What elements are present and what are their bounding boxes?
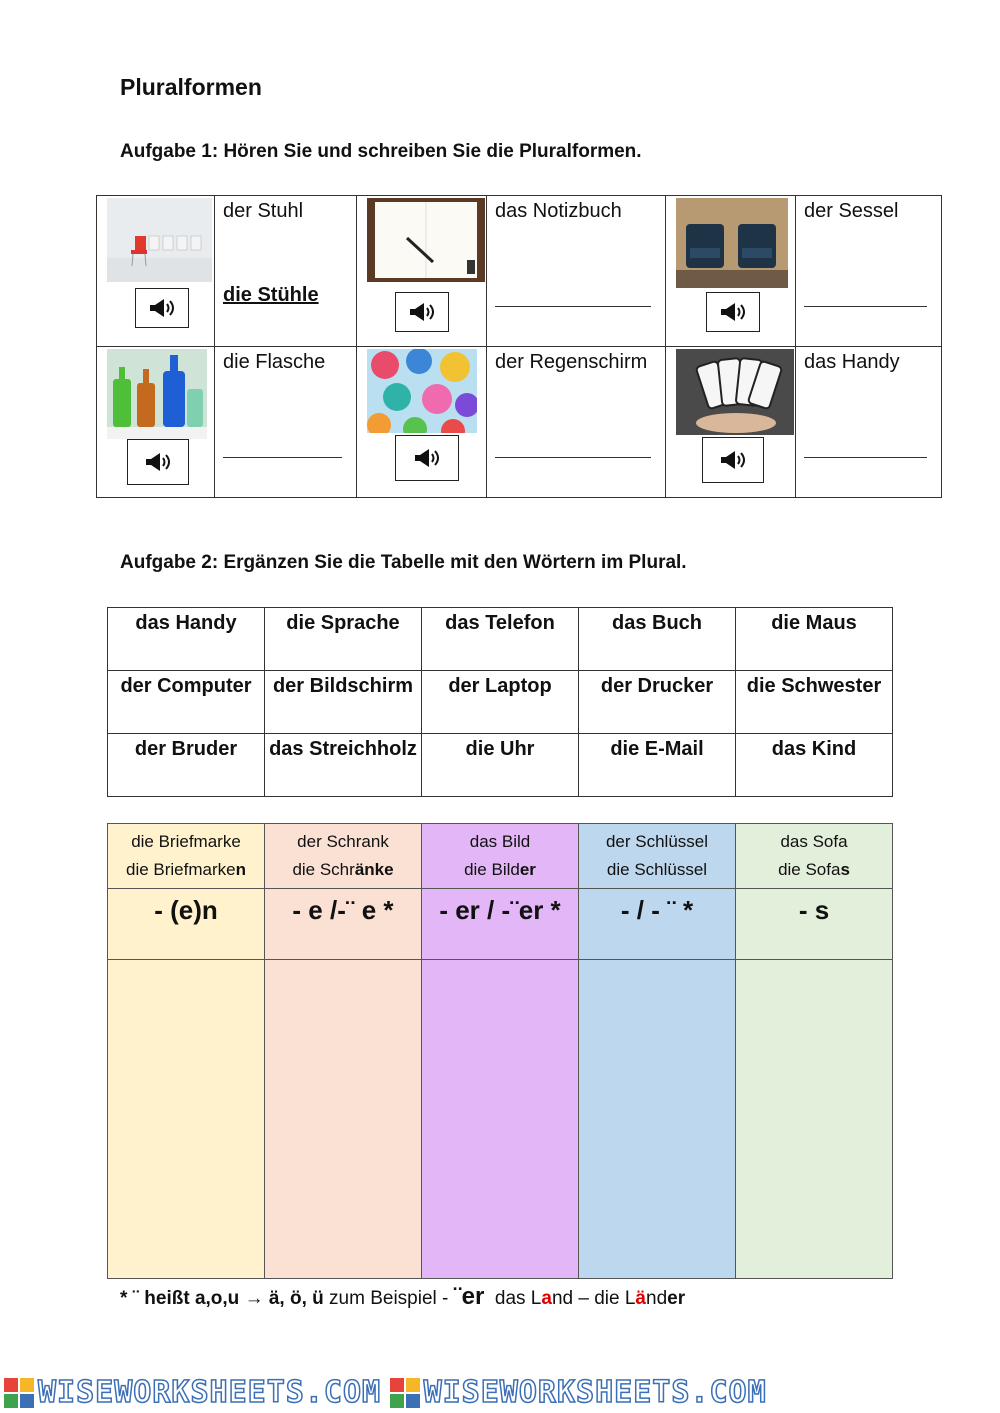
image-cell-sessel [666,196,796,347]
singular-word: die Flasche [223,351,326,373]
word-bank-cell[interactable]: der Computer [108,671,265,734]
example-plural: die Sofas [778,860,850,879]
word-cell-flasche [215,347,357,498]
audio-button-stuhl[interactable] [135,288,189,328]
image-cell-regenschirm [357,347,487,498]
audio-button-regenschirm[interactable] [395,435,459,481]
answer-line[interactable] [495,457,651,458]
plural-answer[interactable]: die Stühle [223,284,319,306]
example-cell-en [108,824,265,889]
example-cell-er [422,824,579,889]
audio-button-handy[interactable] [702,437,764,483]
drop-zone-none[interactable] [579,960,736,1279]
example-singular: das Sofa [780,832,848,851]
audio-button-sessel[interactable] [706,292,760,332]
word-bank-cell[interactable]: die Maus [736,608,893,671]
suffix-header: - er / -¨er * [422,889,579,960]
word-bank-cell[interactable]: die Schwester [736,671,893,734]
image-cell-flasche [97,347,215,498]
notebook-photo [367,198,485,282]
word-cell-regenschirm [487,347,666,498]
bottles-photo [107,349,207,439]
suffix-header: - e /-¨ e * [265,889,422,960]
note-example: das Land – die Länder [494,1288,686,1309]
example-plural: die Schlüssel [606,860,708,879]
task-2-heading: Aufgabe 2: Ergänzen Sie die Tabelle mit den Wörtern im Plural. [120,552,687,573]
word-bank-cell[interactable]: der Laptop [422,671,579,734]
plural-sorting-table [107,823,893,1279]
wiseworksheets-logo: WISEWORKSHEETS.COM [4,1375,381,1410]
example-cell-e [265,824,422,889]
word-bank-cell[interactable]: das Handy [108,608,265,671]
example-plural: die Briefmarken [126,860,246,879]
note-vowels: heißt a,o,u [144,1288,240,1309]
speaker-icon [407,300,437,324]
word-bank-cell[interactable]: der Bildschirm [265,671,422,734]
umbrellas-photo [367,349,477,433]
suffix-header: - / - ¨ * [579,889,736,960]
word-bank-cell[interactable]: die E-Mail [579,734,736,797]
singular-word: das Handy [804,351,900,373]
example-singular: die Briefmarke [131,832,241,851]
exercise-1-table [96,195,942,498]
word-cell-stuhl [215,196,357,347]
speaker-icon [143,450,173,474]
word-bank-cell[interactable]: das Telefon [422,608,579,671]
speaker-icon [718,448,748,472]
drop-zone-s[interactable] [736,960,893,1279]
chairs-photo [107,198,212,282]
word-bank-cell[interactable]: der Drucker [579,671,736,734]
drop-zone-er[interactable] [422,960,579,1279]
word-bank-cell[interactable]: das Kind [736,734,893,797]
singular-word: der Stuhl [223,200,304,222]
speaker-icon [718,300,748,324]
speaker-icon [412,446,442,470]
example-singular: der Schlüssel [605,832,709,851]
logo-blocks-icon [4,1378,34,1408]
logo-blocks-icon [390,1378,420,1408]
word-bank-table [107,607,893,797]
arrow-icon: → [244,1288,264,1309]
image-cell-handy [666,347,796,498]
example-singular: das Bild [469,832,531,851]
answer-line[interactable] [804,457,927,458]
umlaut-note [120,1283,685,1311]
suffix-header: - s [736,889,893,960]
page-title: Pluralformen [120,74,262,100]
note-suffix: ¨er [453,1283,485,1310]
suffix-header: - (e)n [108,889,265,960]
word-cell-handy [796,347,942,498]
answer-line[interactable] [495,306,651,307]
answer-line[interactable] [804,306,927,307]
audio-button-flasche[interactable] [127,439,189,485]
example-plural: die Schränke [292,860,394,879]
singular-word: der Regenschirm [495,351,648,373]
drop-zone-en[interactable] [108,960,265,1279]
answer-line[interactable] [223,457,342,458]
word-bank-cell[interactable]: die Sprache [265,608,422,671]
speaker-icon [147,296,177,320]
wiseworksheets-logo: WISEWORKSHEETS.COM [390,1375,767,1410]
example-cell-s [736,824,893,889]
drop-zone-e[interactable] [265,960,422,1279]
audio-button-notizbuch[interactable] [395,292,449,332]
image-cell-notizbuch [357,196,487,347]
phones-photo [676,349,794,435]
task-1-heading: Aufgabe 1: Hören Sie und schreiben Sie die Pluralformen. [120,141,642,162]
word-bank-cell[interactable]: das Buch [579,608,736,671]
example-singular: der Schrank [297,832,389,851]
word-bank-cell[interactable]: das Streichholz [265,734,422,797]
note-text: zum Beispiel - [329,1288,449,1309]
singular-word: das Notizbuch [495,200,622,222]
armchairs-photo [676,198,788,288]
word-bank-cell[interactable]: die Uhr [422,734,579,797]
example-cell-none [579,824,736,889]
singular-word: der Sessel [804,200,899,222]
footer-watermark [0,1375,1000,1413]
word-bank-cell[interactable]: der Bruder [108,734,265,797]
note-umlauts: ä, ö, ü [268,1288,324,1309]
note-star: * ¨ [120,1288,139,1309]
word-cell-notizbuch [487,196,666,347]
example-plural: die Bilder [464,860,536,879]
word-cell-sessel [796,196,942,347]
image-cell-stuhl [97,196,215,347]
